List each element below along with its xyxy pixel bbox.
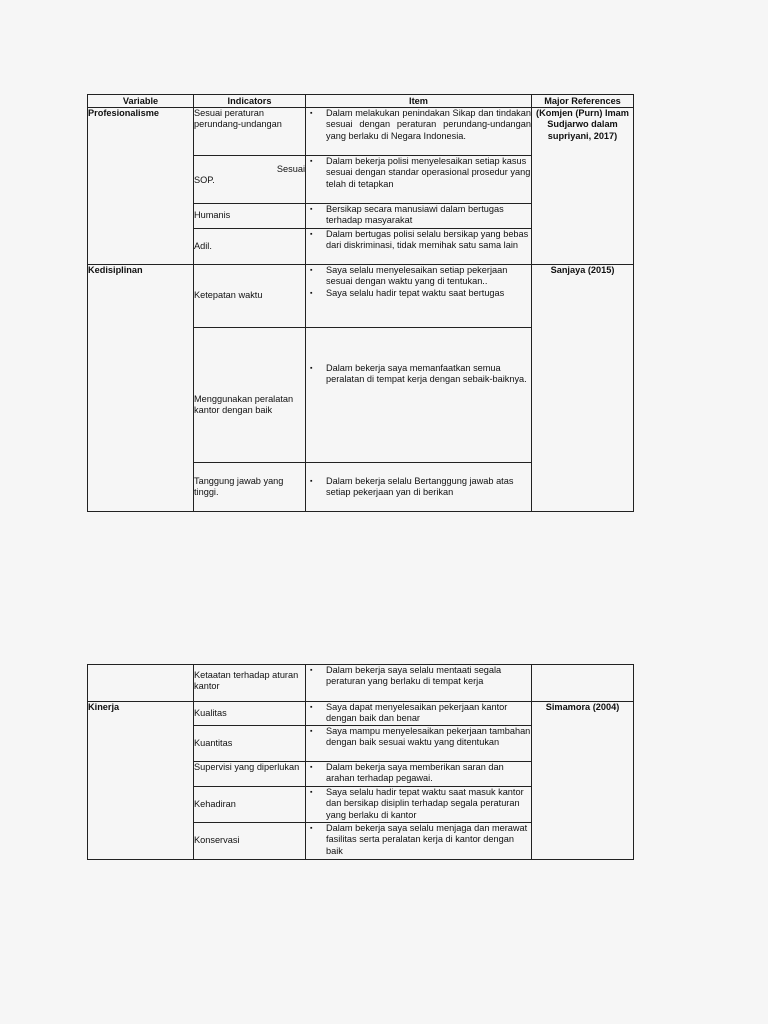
reference-kinerja: Simamora (2004): [532, 702, 634, 860]
item-cell: [306, 229, 532, 265]
empty-variable-cell: [88, 665, 194, 702]
bullet-icon: ▪: [310, 789, 313, 796]
indicator-text: Kuantitas: [194, 737, 233, 748]
item-text: Dalam bekerja polisi menyelesaikan setiap kasus sesuai dengan standar operasional prosedur yang telah di tetapkan: [326, 156, 531, 189]
list-item: [306, 665, 531, 688]
item-text: Saya selalu hadir tepat waktu saat masuk kantor dan bersikap disiplin terhadap segala peraturan yang berlaku di kantor: [326, 787, 524, 820]
indicator-cell: [194, 229, 306, 265]
indicator-cell: [194, 204, 306, 229]
item-cell: [306, 726, 532, 762]
item-text: Dalam bekerja saya memberikan saran dan arahan terhadap pegawai.: [326, 762, 504, 784]
bullet-icon: ▪: [310, 728, 313, 735]
variable-kedisiplinan: Kedisiplinan: [88, 265, 194, 512]
bullet-icon: ▪: [310, 289, 313, 297]
indicator-text: Menggunakan peralatan kantor dengan baik: [194, 394, 294, 416]
item-text: Saya selalu hadir tepat waktu saat bertugas: [326, 287, 505, 298]
reference-profesionalisme: (Komjen (Purn) Imam Sudjarwo dalam supriyani, 2017): [532, 108, 634, 265]
bullet-icon: ▪: [310, 764, 313, 771]
list-item: [306, 702, 531, 725]
list-item: [306, 762, 531, 785]
bullet-icon: ▪: [310, 206, 313, 213]
item-cell: [306, 702, 532, 726]
item-text: Dalam bekerja saya memanfaatkan semua peralatan di tempat kerja dengan sebaik-baiknya.: [326, 363, 527, 385]
item-text: Dalam melakukan penindakan Sikap dan tindakan sesuai dengan peraturan perundang-undangan yang berlaku di Negara Indonesia.: [326, 108, 531, 141]
indicator-text: Tanggung jawab yang tinggi.: [194, 475, 284, 497]
item-text: Saya dapat menyelesaikan pekerjaan kantor dengan baik dan benar: [326, 702, 508, 724]
item-cell: [306, 787, 532, 823]
bullet-icon: ▪: [310, 110, 313, 117]
variable-kinerja: Kinerja: [88, 702, 194, 860]
indicator-cell: [194, 787, 306, 823]
variable-profesionalisme: Profesionalisme: [88, 108, 194, 265]
list-item: [306, 823, 531, 857]
indicator-text: Supervisi yang diperlukan: [194, 762, 300, 772]
indicator-cell: [194, 665, 306, 702]
item-cell: [306, 463, 532, 512]
item-text: Dalam bekerja saya selalu menjaga dan merawat fasilitas serta peralatan kerja di kantor dengan baik: [326, 823, 528, 856]
indicator-cell: [194, 328, 306, 463]
header-indicators: Indicators: [194, 95, 306, 108]
item-text: Saya mampu menyelesaikan pekerjaan tambahan dengan baik sesuai waktu yang ditentukan: [326, 726, 531, 748]
list-item: [306, 476, 531, 499]
indicator-cell: [194, 463, 306, 512]
item-cell: [306, 665, 532, 702]
indicator-cell: [194, 823, 306, 860]
indicator-cell: [194, 156, 306, 204]
list-item: [306, 265, 531, 288]
item-text: Bersikap secara manusiawi dalam bertugas terhadap masyarakat: [326, 204, 504, 226]
list-item: [306, 156, 531, 190]
empty-reference-cell: [532, 665, 634, 702]
item-text: Saya selalu menyelesaikan setiap pekerjaan sesuai dengan waktu yang di tentukan..: [326, 265, 508, 287]
bullet-icon: ▪: [310, 704, 313, 711]
list-item: [306, 229, 531, 252]
item-cell: [306, 762, 532, 787]
indicator-text: Humanis: [194, 210, 231, 221]
list-item: [306, 726, 531, 749]
header-item: Item: [306, 95, 532, 108]
list-item: [306, 108, 531, 142]
item-text: Dalam bekerja saya selalu mentaati segala peraturan yang berlaku di tempat kerja: [326, 665, 502, 687]
kinerja-table: [87, 664, 634, 860]
table-row: [88, 265, 634, 328]
bullet-icon: ▪: [310, 365, 313, 372]
bullet-icon: ▪: [310, 267, 313, 274]
item-text: Dalam bekerja selalu Bertanggung jawab atas setiap pekerjaan yan di berikan: [326, 475, 514, 497]
item-cell: [306, 156, 532, 204]
indicator-cell: [194, 265, 306, 328]
indicator-cell: [194, 762, 306, 787]
list-item: [306, 288, 531, 299]
table-header-row: [88, 95, 634, 108]
bullet-icon: ▪: [310, 158, 313, 165]
indicator-text: Kualitas: [194, 707, 227, 718]
indicator-text: SOP.: [194, 175, 215, 186]
list-item: [306, 787, 531, 821]
indicator-text: Konservasi: [194, 835, 240, 846]
item-cell: [306, 204, 532, 229]
table-row: [88, 702, 634, 726]
indicator-text: Sesuai: [276, 164, 305, 174]
indicator-text: Sesuai peraturan perundang-undangan: [194, 108, 282, 130]
item-text: Dalam bertugas polisi selalu bersikap yang bebas dari diskriminasi, tidak memihak satu sama lain: [326, 229, 529, 251]
table-row: [88, 665, 634, 702]
indicator-cell: [194, 702, 306, 726]
indicator-text: Kehadiran: [194, 798, 236, 809]
indicator-text: Ketaatan terhadap aturan kantor: [194, 670, 299, 692]
bullet-icon: ▪: [310, 825, 313, 832]
item-cell: [306, 823, 532, 860]
header-variable: Variable: [88, 95, 194, 108]
item-cell: [306, 265, 532, 328]
indicator-text: Ketepatan waktu: [194, 290, 263, 301]
bullet-icon: ▪: [310, 667, 313, 674]
header-major-references: Major References: [532, 95, 634, 108]
list-item: [306, 204, 531, 227]
bullet-icon: ▪: [310, 477, 313, 485]
item-cell: [306, 328, 532, 463]
table-row: [88, 108, 634, 156]
indicator-cell: [194, 108, 306, 156]
indicator-text: Adil.: [194, 240, 212, 251]
bullet-icon: ▪: [310, 231, 313, 238]
item-cell: [306, 108, 532, 156]
reference-kedisiplinan: Sanjaya (2015): [532, 265, 634, 512]
variable-operationalization-table: [87, 94, 634, 512]
list-item: [306, 363, 531, 386]
indicator-cell: [194, 726, 306, 762]
